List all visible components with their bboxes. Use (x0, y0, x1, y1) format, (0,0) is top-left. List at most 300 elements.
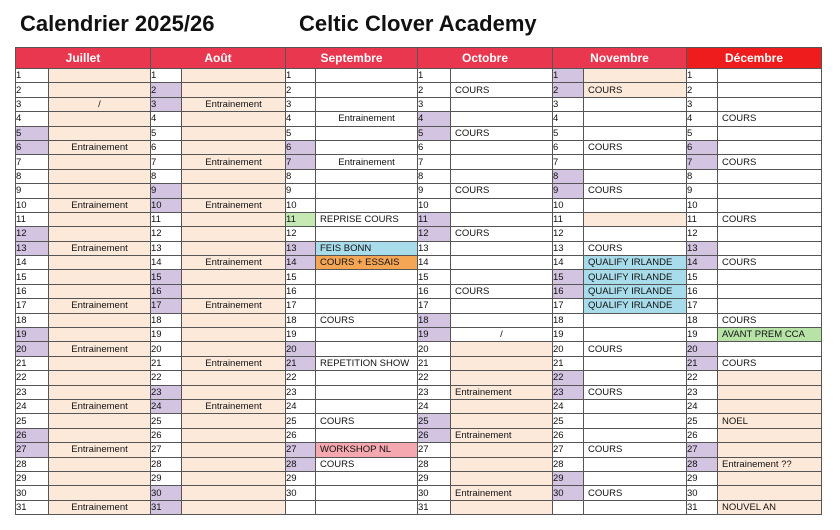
day-number: 16 (16, 284, 49, 298)
day-event (182, 371, 286, 385)
day-number: 10 (553, 198, 584, 212)
day-number: 29 (553, 471, 584, 485)
day-event: Entrainement (182, 155, 286, 169)
calendar-row (16, 155, 822, 169)
day-event (718, 140, 822, 154)
day-number: 23 (16, 385, 49, 399)
day-event: REPRISE COURS (316, 212, 418, 226)
day-number: 11 (553, 212, 584, 226)
day-event (182, 270, 286, 284)
day-number: 13 (16, 241, 49, 255)
day-event (49, 270, 151, 284)
day-number: 11 (418, 212, 451, 226)
day-event (718, 284, 822, 298)
day-number: 15 (418, 270, 451, 284)
day-number: 8 (151, 169, 182, 183)
day-number: 19 (286, 328, 316, 342)
day-number: 28 (151, 457, 182, 471)
calendar-row (16, 313, 822, 327)
day-event (49, 184, 151, 198)
day-event: Entrainement (182, 256, 286, 270)
day-number: 15 (286, 270, 316, 284)
day-number: 8 (687, 169, 718, 183)
day-event (718, 342, 822, 356)
day-event (451, 471, 553, 485)
day-number: 18 (16, 313, 49, 327)
day-number: 14 (286, 256, 316, 270)
day-number: 4 (286, 112, 316, 126)
day-number: 14 (16, 256, 49, 270)
day-event (451, 270, 553, 284)
day-number: 23 (418, 385, 451, 399)
day-number: 7 (286, 155, 316, 169)
day-number: 27 (151, 443, 182, 457)
day-number: 11 (286, 212, 316, 226)
day-number: 20 (553, 342, 584, 356)
day-number: 7 (16, 155, 49, 169)
day-number: 31 (151, 500, 182, 514)
day-event (584, 414, 687, 428)
day-event (316, 486, 418, 500)
day-event: COURS (451, 126, 553, 140)
day-number: 13 (418, 241, 451, 255)
day-number: 3 (687, 97, 718, 111)
day-event (49, 428, 151, 442)
day-number: 9 (16, 184, 49, 198)
day-event: COURS (718, 212, 822, 226)
day-event (182, 500, 286, 514)
day-number: 7 (687, 155, 718, 169)
day-event (182, 428, 286, 442)
day-event: Entrainement (49, 500, 151, 514)
day-event (584, 169, 687, 183)
day-number: 24 (418, 399, 451, 413)
day-event: COURS (451, 83, 553, 97)
day-number: 21 (286, 356, 316, 370)
day-number: 25 (418, 414, 451, 428)
day-event (718, 169, 822, 183)
day-event: NOEL (718, 414, 822, 428)
day-number: 16 (687, 284, 718, 298)
day-number: 16 (151, 284, 182, 298)
day-number: 30 (151, 486, 182, 500)
day-number: 21 (687, 356, 718, 370)
day-event (316, 140, 418, 154)
day-event: Entrainement (182, 299, 286, 313)
day-event (718, 399, 822, 413)
day-event (584, 112, 687, 126)
day-event: Entrainement (451, 486, 553, 500)
day-event (182, 486, 286, 500)
day-event (451, 69, 553, 83)
day-event: COURS (451, 184, 553, 198)
day-number: 18 (151, 313, 182, 327)
day-number: 21 (151, 356, 182, 370)
day-event (316, 284, 418, 298)
day-event: WORKSHOP NL (316, 443, 418, 457)
day-number: 2 (151, 83, 182, 97)
day-number: 5 (553, 126, 584, 140)
day-number: 1 (151, 69, 182, 83)
day-event: COURS (584, 83, 687, 97)
day-event: Entrainement (49, 342, 151, 356)
calendar-row (16, 356, 822, 370)
day-number: 12 (286, 227, 316, 241)
day-event (49, 112, 151, 126)
day-event (584, 126, 687, 140)
day-number: 5 (687, 126, 718, 140)
day-event (182, 471, 286, 485)
day-number: 23 (687, 385, 718, 399)
day-event: REPETITION SHOW (316, 356, 418, 370)
day-event (49, 385, 151, 399)
day-number: 27 (286, 443, 316, 457)
day-number: 16 (418, 284, 451, 298)
day-event (584, 356, 687, 370)
day-event (584, 227, 687, 241)
day-number: 10 (16, 198, 49, 212)
day-number: 30 (553, 486, 584, 500)
calendar-row (16, 328, 822, 342)
day-event (316, 69, 418, 83)
day-number: 12 (687, 227, 718, 241)
day-event (182, 169, 286, 183)
day-event: Entrainement (49, 198, 151, 212)
day-event: COURS + ESSAIS (316, 256, 418, 270)
calendar-row (16, 371, 822, 385)
day-event: QUALIFY IRLANDE (584, 270, 687, 284)
day-event (182, 241, 286, 255)
day-number: 1 (687, 69, 718, 83)
calendar-row (16, 227, 822, 241)
day-event (584, 399, 687, 413)
day-event (451, 313, 553, 327)
day-event (316, 227, 418, 241)
day-number: 6 (418, 140, 451, 154)
day-event (316, 97, 418, 111)
day-event (451, 399, 553, 413)
day-event (451, 371, 553, 385)
day-number: 17 (16, 299, 49, 313)
day-event (451, 500, 553, 514)
day-event (451, 356, 553, 370)
day-event (718, 83, 822, 97)
day-number: 18 (553, 313, 584, 327)
day-event: COURS (718, 256, 822, 270)
calendar-row (16, 385, 822, 399)
calendar-row (16, 471, 822, 485)
day-event (316, 471, 418, 485)
day-number: 13 (553, 241, 584, 255)
academy-name: Celtic Clover Academy (299, 11, 537, 36)
day-number: 28 (16, 457, 49, 471)
calendar-row (16, 212, 822, 226)
day-number: 26 (151, 428, 182, 442)
day-event: COURS (316, 414, 418, 428)
day-event (316, 371, 418, 385)
day-number: 21 (16, 356, 49, 370)
day-event: QUALIFY IRLANDE (584, 299, 687, 313)
day-event: / (49, 97, 151, 111)
day-number: 30 (687, 486, 718, 500)
day-number: 6 (553, 140, 584, 154)
day-number: 5 (286, 126, 316, 140)
day-event: Entrainement (182, 198, 286, 212)
day-number: 29 (151, 471, 182, 485)
calendar-row (16, 83, 822, 97)
day-number: 30 (16, 486, 49, 500)
day-event (182, 284, 286, 298)
day-number: 3 (286, 97, 316, 111)
day-event (451, 256, 553, 270)
day-event: NOUVEL AN (718, 500, 822, 514)
day-event: COURS (584, 342, 687, 356)
day-event: Entrainement (49, 241, 151, 255)
day-number: 19 (553, 328, 584, 342)
day-event (316, 500, 418, 514)
day-number: 12 (151, 227, 182, 241)
day-number (286, 500, 316, 514)
calendar-row (16, 342, 822, 356)
day-event (182, 227, 286, 241)
day-event (49, 328, 151, 342)
day-event: COURS (718, 155, 822, 169)
day-event (316, 169, 418, 183)
day-event (182, 457, 286, 471)
month-header: Décembre (687, 48, 822, 69)
day-event: Entrainement (49, 399, 151, 413)
day-event (316, 342, 418, 356)
day-event (718, 443, 822, 457)
day-event (451, 97, 553, 111)
day-number: 22 (553, 371, 584, 385)
day-event (451, 169, 553, 183)
day-event (584, 97, 687, 111)
day-number: 2 (418, 83, 451, 97)
day-event (49, 126, 151, 140)
day-number: 3 (16, 97, 49, 111)
day-number: 29 (418, 471, 451, 485)
day-number: 15 (151, 270, 182, 284)
day-event: AVANT PREM CCA (718, 328, 822, 342)
day-event: COURS (316, 457, 418, 471)
day-number: 14 (151, 256, 182, 270)
day-number: 11 (151, 212, 182, 226)
day-number: 27 (687, 443, 718, 457)
day-event (584, 500, 687, 514)
day-number (553, 500, 584, 514)
day-number: 27 (16, 443, 49, 457)
day-event: Entrainement (316, 155, 418, 169)
day-number: 1 (286, 69, 316, 83)
calendar-row (16, 198, 822, 212)
day-number: 26 (553, 428, 584, 442)
page-title: Calendrier 2025/26 (20, 11, 215, 36)
calendar-row (16, 126, 822, 140)
day-number: 11 (16, 212, 49, 226)
calendar-row (16, 140, 822, 154)
day-event: COURS (718, 356, 822, 370)
day-number: 29 (687, 471, 718, 485)
day-event (182, 184, 286, 198)
day-event (718, 241, 822, 255)
day-number: 24 (687, 399, 718, 413)
day-number: 28 (687, 457, 718, 471)
day-event: COURS (451, 227, 553, 241)
day-event (451, 140, 553, 154)
day-number: 25 (687, 414, 718, 428)
day-event (316, 328, 418, 342)
day-event (316, 83, 418, 97)
calendar-row (16, 256, 822, 270)
day-event (718, 385, 822, 399)
day-number: 24 (286, 399, 316, 413)
day-event: COURS (718, 112, 822, 126)
month-header: Août (151, 48, 286, 69)
day-number: 25 (286, 414, 316, 428)
day-number: 15 (553, 270, 584, 284)
day-number: 11 (687, 212, 718, 226)
day-number: 13 (151, 241, 182, 255)
day-event (451, 155, 553, 169)
day-number: 8 (16, 169, 49, 183)
day-number: 21 (418, 356, 451, 370)
day-event (451, 342, 553, 356)
day-number: 10 (687, 198, 718, 212)
day-number: 14 (418, 256, 451, 270)
day-event (49, 414, 151, 428)
day-event (584, 313, 687, 327)
day-event (49, 471, 151, 485)
day-number: 15 (687, 270, 718, 284)
day-event (451, 198, 553, 212)
day-number: 10 (286, 198, 316, 212)
calendar-row (16, 443, 822, 457)
day-event (718, 486, 822, 500)
day-event: Entrainement (182, 97, 286, 111)
month-header: Juillet (16, 48, 151, 69)
day-number: 18 (286, 313, 316, 327)
day-number: 8 (418, 169, 451, 183)
day-event: Entrainement (316, 112, 418, 126)
day-number: 9 (553, 184, 584, 198)
day-number: 9 (687, 184, 718, 198)
calendar-row (16, 486, 822, 500)
day-event (182, 69, 286, 83)
day-event: Entrainement (182, 399, 286, 413)
day-event (316, 299, 418, 313)
day-number: 20 (16, 342, 49, 356)
calendar-row (16, 414, 822, 428)
day-event (316, 184, 418, 198)
day-event: Entrainement (182, 356, 286, 370)
day-number: 4 (16, 112, 49, 126)
day-event (49, 212, 151, 226)
day-event (584, 328, 687, 342)
day-number: 28 (286, 457, 316, 471)
day-event (718, 97, 822, 111)
day-number: 4 (687, 112, 718, 126)
day-event (182, 328, 286, 342)
day-event (49, 284, 151, 298)
day-number: 17 (286, 299, 316, 313)
day-event: COURS (584, 385, 687, 399)
day-event: COURS (584, 486, 687, 500)
calendar-row (16, 270, 822, 284)
day-number: 5 (418, 126, 451, 140)
day-number: 22 (16, 371, 49, 385)
day-number: 4 (418, 112, 451, 126)
day-number: 22 (286, 371, 316, 385)
day-number: 10 (151, 198, 182, 212)
day-event (316, 385, 418, 399)
day-number: 26 (16, 428, 49, 442)
day-number: 6 (286, 140, 316, 154)
calendar-row (16, 500, 822, 514)
day-number: 7 (418, 155, 451, 169)
calendar-row (16, 69, 822, 83)
day-number: 17 (687, 299, 718, 313)
day-number: 26 (687, 428, 718, 442)
month-header: Novembre (553, 48, 687, 69)
day-number: 12 (418, 227, 451, 241)
day-event: Entrainement (49, 140, 151, 154)
day-event (182, 212, 286, 226)
day-number: 30 (418, 486, 451, 500)
day-event (584, 457, 687, 471)
day-number: 1 (16, 69, 49, 83)
day-event (718, 198, 822, 212)
day-number: 23 (286, 385, 316, 399)
calendar-row (16, 97, 822, 111)
day-event: COURS (584, 443, 687, 457)
day-event (49, 356, 151, 370)
day-event: Entrainement (49, 299, 151, 313)
day-number: 3 (418, 97, 451, 111)
day-event (451, 414, 553, 428)
day-number: 27 (553, 443, 584, 457)
day-number: 23 (151, 385, 182, 399)
day-number: 6 (687, 140, 718, 154)
day-event (584, 198, 687, 212)
day-event (451, 241, 553, 255)
day-event (316, 399, 418, 413)
day-event (718, 184, 822, 198)
day-number: 18 (418, 313, 451, 327)
day-number: 26 (418, 428, 451, 442)
day-event: / (451, 328, 553, 342)
calendar-row (16, 241, 822, 255)
day-event (451, 212, 553, 226)
day-event (49, 371, 151, 385)
day-event (182, 83, 286, 97)
day-number: 24 (151, 399, 182, 413)
day-event (718, 371, 822, 385)
day-number: 28 (553, 457, 584, 471)
day-number: 9 (418, 184, 451, 198)
day-event: Entrainement (49, 443, 151, 457)
calendar-row (16, 169, 822, 183)
day-number: 19 (687, 328, 718, 342)
day-event (718, 270, 822, 284)
day-event (316, 270, 418, 284)
calendar-row (16, 299, 822, 313)
day-event (49, 83, 151, 97)
calendar-row (16, 112, 822, 126)
day-number: 5 (151, 126, 182, 140)
day-event (584, 471, 687, 485)
day-event (182, 126, 286, 140)
